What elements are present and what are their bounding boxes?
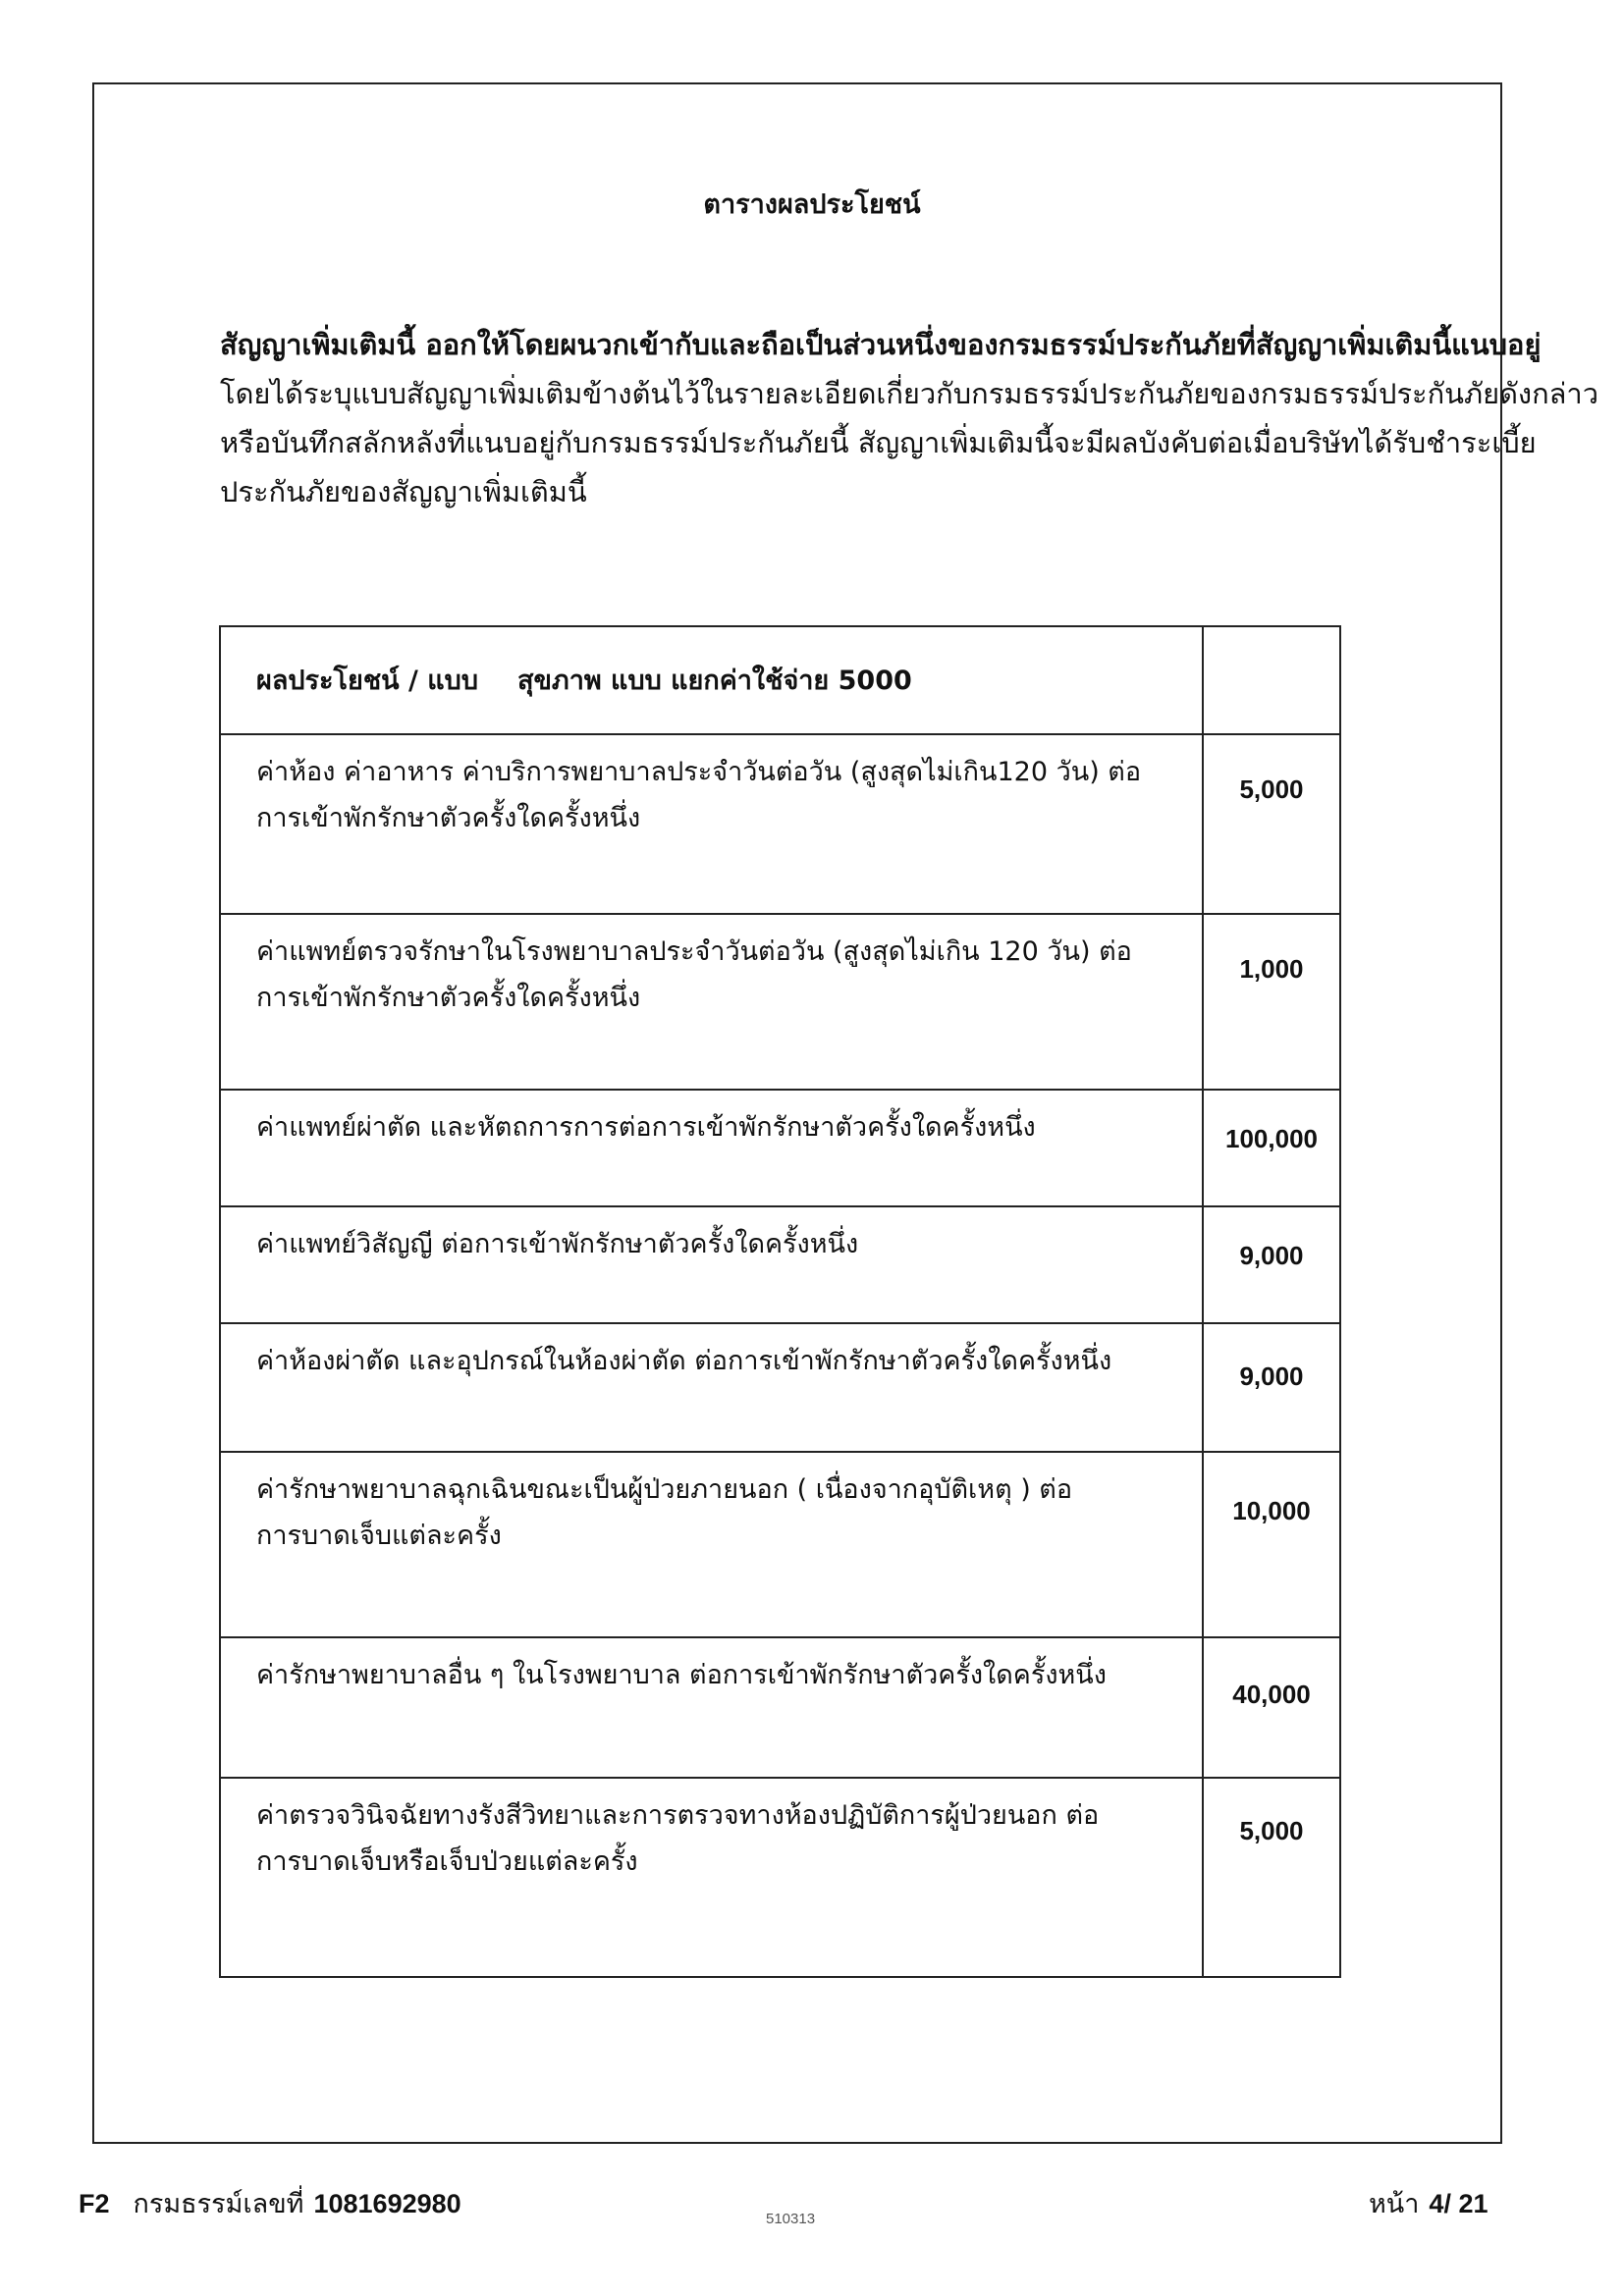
header-amount-cell bbox=[1203, 626, 1340, 734]
description-line: ค่าห้องผ่าตัด และอุปกรณ์ในห้องผ่าตัด ต่อการเข้าพักรักษาตัวครั้งใดครั้งหนึ่ง bbox=[256, 1346, 1112, 1376]
benefit-amount: 5,000 bbox=[1203, 1778, 1340, 1977]
benefit-description bbox=[220, 1637, 1203, 1778]
benefit-description bbox=[220, 734, 1203, 914]
description-line: การบาดเจ็บหรือเจ็บป่วยแต่ละครั้ง bbox=[256, 1846, 638, 1877]
benefit-amount: 1,000 bbox=[1203, 914, 1340, 1090]
intro-line-2: โดยได้ระบุแบบสัญญาเพิ่มเติมข้างต้นไว้ในรายละเอียดเกี่ยวกับกรมธรรม์ประกันภัยของกรมธรรม์ประกันภัยดังกล่าว bbox=[220, 377, 1598, 410]
table-row bbox=[220, 1637, 1340, 1778]
intro-line-3: หรือบันทึกสลักหลังที่แนบอยู่กับกรมธรรม์ประกันภัยนี้ สัญญาเพิ่มเติมนี้จะมีผลบังคับต่อเมื่อบริษัทได้รับชำระเบี้ย bbox=[220, 426, 1537, 459]
table-row bbox=[220, 1778, 1340, 1977]
description-line: การบาดเจ็บแต่ละครั้ง bbox=[256, 1521, 502, 1551]
benefit-amount: 10,000 bbox=[1203, 1452, 1340, 1637]
description-line: ค่าตรวจวินิจฉัยทางรังสีวิทยาและการตรวจทางห้องปฏิบัติการผู้ป่วยนอก ต่อ bbox=[256, 1800, 1100, 1831]
description-line: ค่าห้อง ค่าอาหาร ค่าบริการพยาบาลประจำวันต่อวัน (สูงสุดไม่เกิน120 วัน) ต่อ bbox=[256, 757, 1142, 787]
description-line: ค่ารักษาพยาบาลอื่น ๆ ในโรงพยาบาล ต่อการเข้าพักรักษาตัวครั้งใดครั้งหนึ่ง bbox=[256, 1660, 1107, 1690]
policy-number: 1081692980 bbox=[313, 2189, 461, 2218]
benefit-description bbox=[220, 1206, 1203, 1323]
table-row bbox=[220, 1090, 1340, 1206]
description-line: ค่ารักษาพยาบาลฉุกเฉินขณะเป็นผู้ป่วยภายนอก ( เนื่องจากอุบัติเหตุ ) ต่อ bbox=[256, 1474, 1073, 1505]
form-code: F2 bbox=[79, 2189, 110, 2218]
description-line: ค่าแพทย์วิสัญญี ต่อการเข้าพักรักษาตัวครั้งใดครั้งหนึ่ง bbox=[256, 1229, 859, 1259]
page-title: ตารางผลประโยชน์ bbox=[703, 189, 921, 220]
footer-page-number bbox=[1369, 2182, 1488, 2224]
description-line: ค่าแพทย์ผ่าตัด และหัตถการการต่อการเข้าพักรักษาตัวครั้งใดครั้งหนึ่ง bbox=[256, 1112, 1036, 1143]
page-label: หน้า bbox=[1369, 2189, 1420, 2219]
table-header-row bbox=[220, 626, 1340, 734]
header-label: ผลประโยชน์ / แบบ bbox=[256, 665, 478, 696]
table-row bbox=[220, 914, 1340, 1090]
footer-policy bbox=[79, 2182, 461, 2224]
benefit-description bbox=[220, 1323, 1203, 1452]
table-row bbox=[220, 1323, 1340, 1452]
benefits-table bbox=[219, 625, 1341, 1978]
description-line: การเข้าพักรักษาตัวครั้งใดครั้งหนึ่ง bbox=[256, 983, 641, 1013]
intro-paragraph bbox=[220, 320, 1598, 516]
footer-center-code: 510313 bbox=[766, 2211, 816, 2227]
table-row bbox=[220, 734, 1340, 914]
description-line: ค่าแพทย์ตรวจรักษาในโรงพยาบาลประจำวันต่อวัน (สูงสุดไม่เกิน 120 วัน) ต่อ bbox=[256, 936, 1132, 967]
header-cell bbox=[220, 626, 1203, 734]
benefit-description bbox=[220, 1452, 1203, 1637]
benefit-amount: 100,000 bbox=[1203, 1090, 1340, 1206]
benefit-description bbox=[220, 914, 1203, 1090]
page-value: 4/ 21 bbox=[1429, 2189, 1489, 2218]
benefit-amount: 5,000 bbox=[1203, 734, 1340, 914]
table-row bbox=[220, 1452, 1340, 1637]
benefit-amount: 9,000 bbox=[1203, 1206, 1340, 1323]
intro-line-4: ประกันภัยของสัญญาเพิ่มเติมนี้ bbox=[220, 475, 587, 508]
benefit-amount: 9,000 bbox=[1203, 1323, 1340, 1452]
description-line: การเข้าพักรักษาตัวครั้งใดครั้งหนึ่ง bbox=[256, 803, 641, 833]
policy-label: กรมธรรม์เลขที่ bbox=[133, 2189, 304, 2219]
benefit-description bbox=[220, 1090, 1203, 1206]
benefit-amount: 40,000 bbox=[1203, 1637, 1340, 1778]
header-plan: สุขภาพ แบบ แยกค่าใช้จ่าย 5000 bbox=[516, 665, 912, 696]
intro-line-1: สัญญาเพิ่มเติมนี้ ออกให้โดยผนวกเข้ากับและถือเป็นส่วนหนึ่งของกรมธรรม์ประกันภัยที่สัญญาเพิ่มเติมนี้แนบอยู่ bbox=[220, 328, 1542, 361]
benefit-description bbox=[220, 1778, 1203, 1977]
table-row bbox=[220, 1206, 1340, 1323]
